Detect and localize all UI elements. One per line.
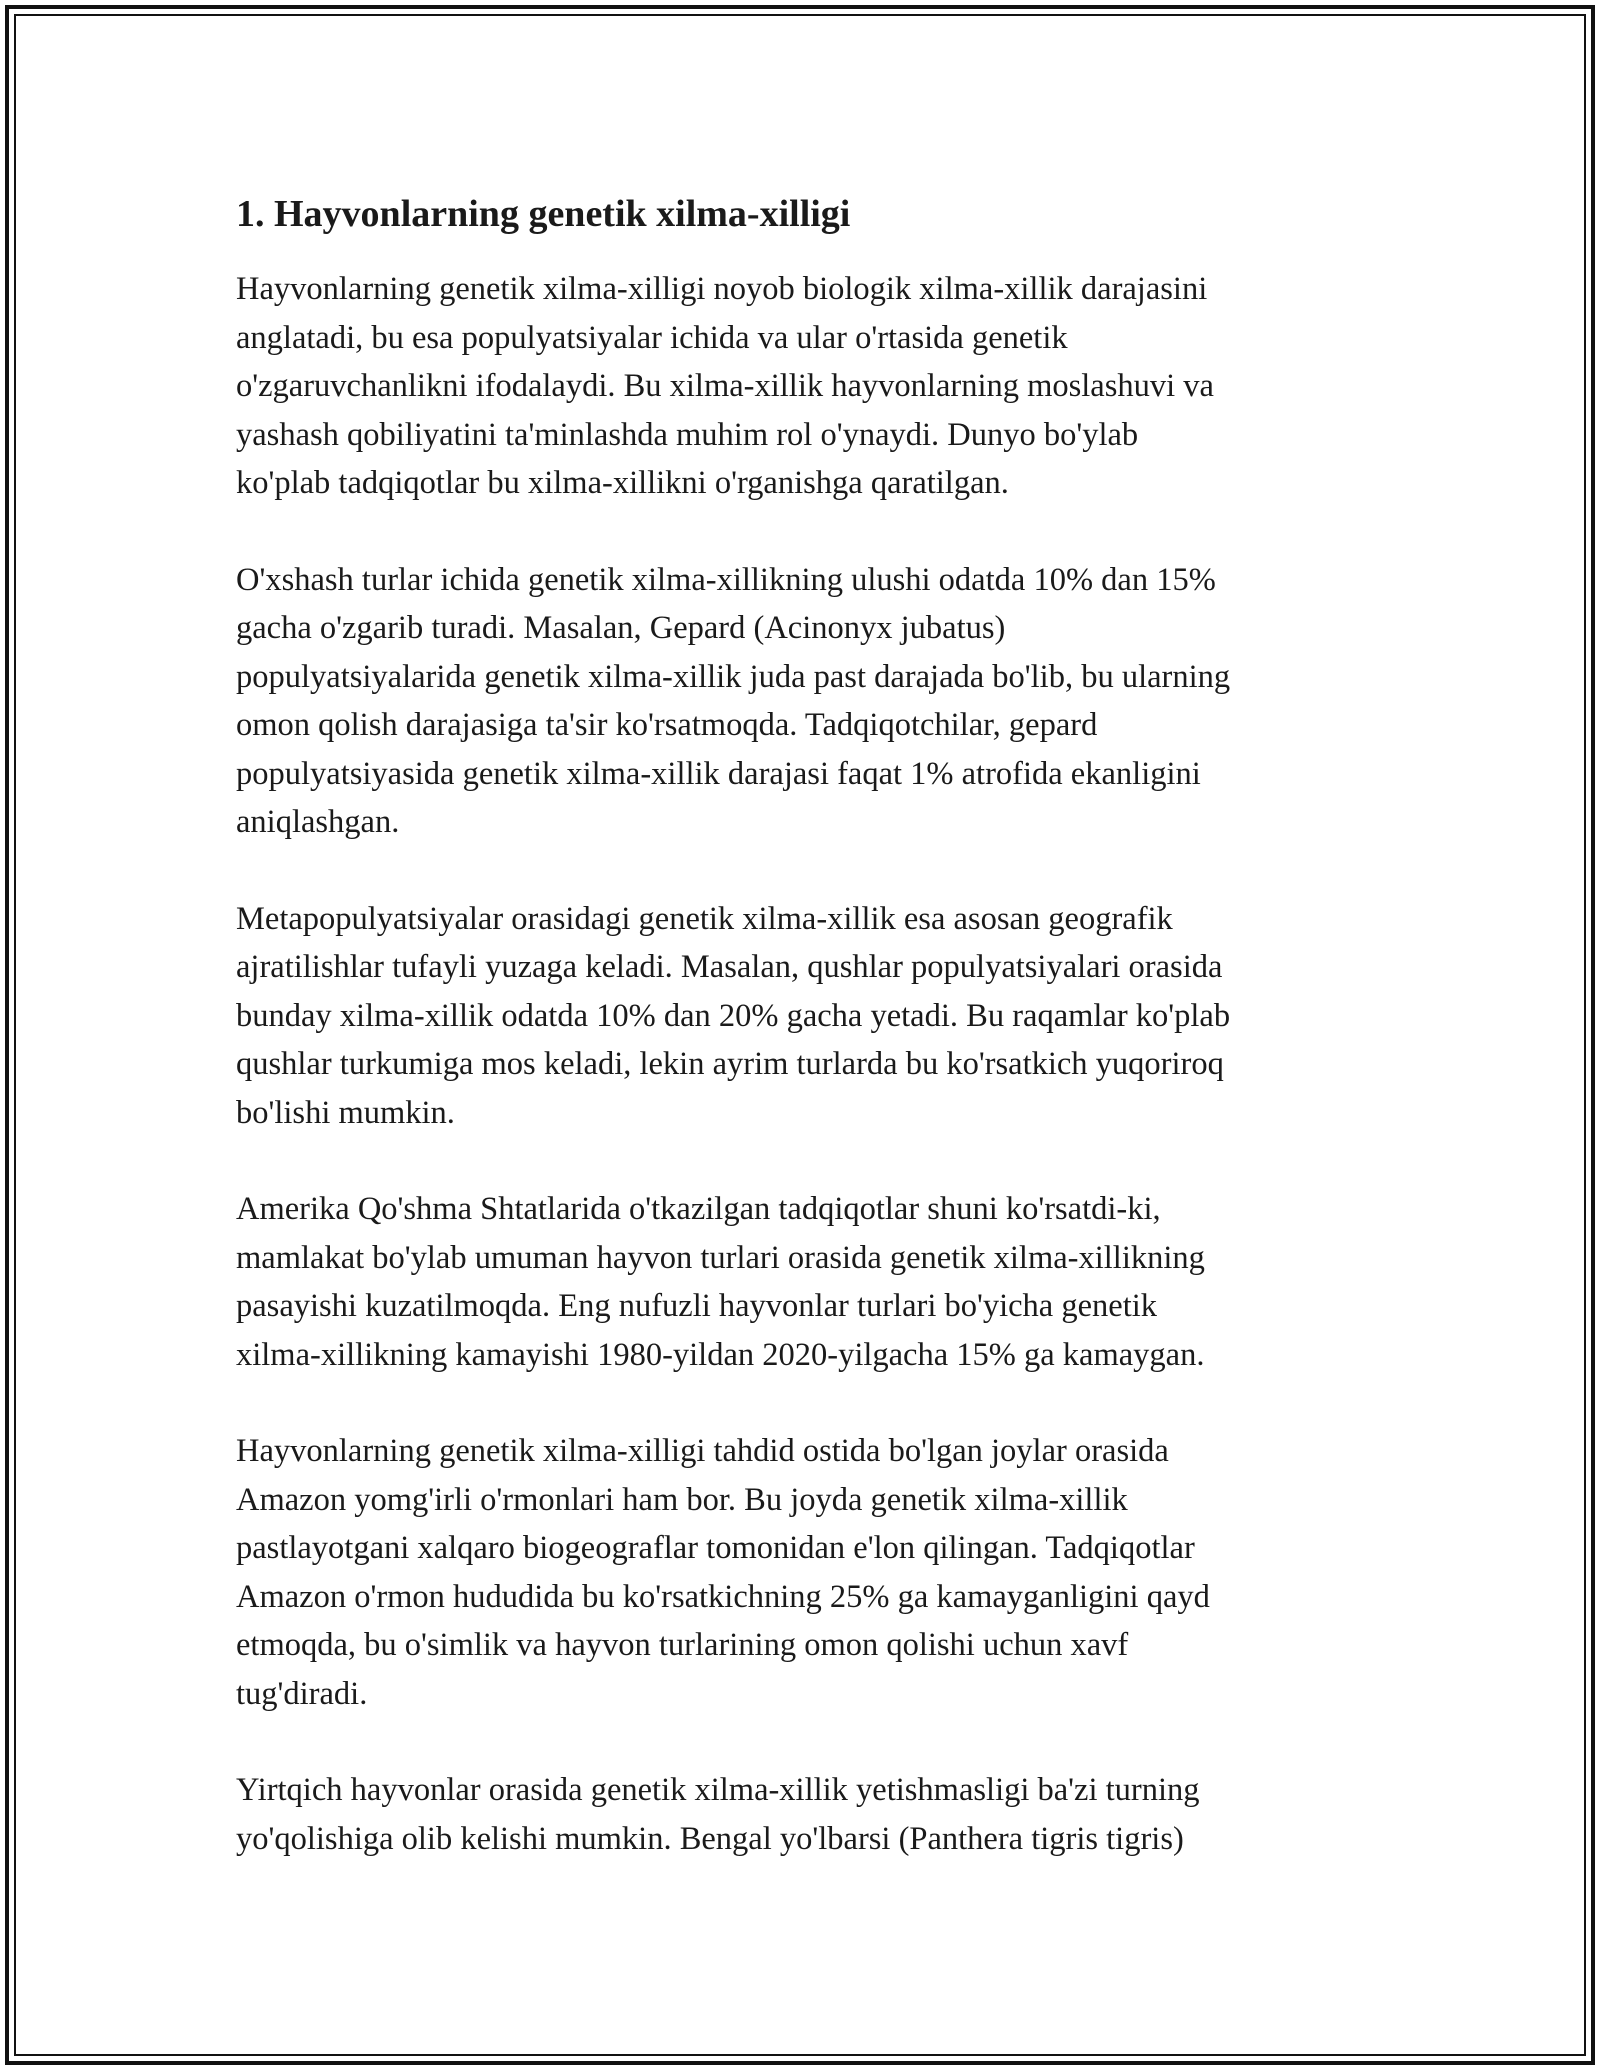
text-line: Metapopulyatsiyalar orasidagi genetik xilma-xillik esa asosan geografik <box>236 900 1173 937</box>
text-line: yashash qobiliyatini ta'minlashda muhim rol o'ynaydi. Dunyo bo'ylab <box>236 416 1139 453</box>
text-line: bo'lishi mumkin. <box>236 1094 455 1131</box>
document-content <box>236 185 1376 1911</box>
text-line: Amerika Qo'shma Shtatlarida o'tkazilgan tadqiqotlar shuni ko'rsatdi-ki, <box>236 1191 1161 1227</box>
text-line: ajratilishlar tufayli yuzaga keladi. Masalan, qushlar populyatsiyalari orasida <box>236 949 1223 985</box>
text-line: Hayvonlarning genetik xilma-xilligi noyob biologik xilma-xillik darajasini <box>236 271 1208 307</box>
text-line: O'xshash turlar ichida genetik xilma-xillikning ulushi odatda 10% dan 15% <box>236 561 1216 598</box>
text-line: Amazon o'rmon hududida bu ko'rsatkichning 25% ga kamayganligini qayd <box>236 1578 1210 1615</box>
text-line: Amazon yomg'irli o'rmonlari ham bor. Bu joyda genetik xilma-xillik <box>236 1481 1128 1518</box>
paragraph-5 <box>236 1427 1376 1718</box>
paragraph-3 <box>236 895 1376 1138</box>
text-line: aniqlashgan. <box>236 804 400 840</box>
paragraph-6 <box>236 1766 1376 1863</box>
text-line: mamlakat bo'ylab umuman hayvon turlari orasida genetik xilma-xillikning <box>236 1239 1205 1276</box>
text-line: yo'qolishiga olib kelishi mumkin. Bengal yo'lbarsi (Panthera tigris tigris) <box>236 1820 1184 1857</box>
text-line: bunday xilma-xillik odatda 10% dan 20% gacha yetadi. Bu raqamlar ko'plab <box>236 997 1231 1034</box>
text-line: xilma-xillikning kamayishi 1980-yildan 2020-yilgacha 15% ga kamaygan. <box>236 1336 1205 1373</box>
text-line: populyatsiyasida genetik xilma-xillik darajasi faqat 1% atrofida ekanligini <box>236 755 1201 792</box>
text-line: pastlayotgani xalqaro biogeograflar tomonidan e'lon qilingan. Tadqiqotlar <box>236 1530 1195 1566</box>
paragraph-4 <box>236 1185 1376 1379</box>
text-line: populyatsiyalarida genetik xilma-xillik juda past darajada bo'lib, bu ularning <box>236 658 1231 695</box>
text-line: ko'plab tadqiqotlar bu xilma-xillikni o'rganishga qaratilgan. <box>236 465 1009 501</box>
text-line: qushlar turkumiga mos keladi, lekin ayrim turlarda bu ko'rsatkich yuqoriroq <box>236 1046 1224 1082</box>
paragraph-2 <box>236 556 1376 847</box>
text-line: omon qolish darajasiga ta'sir ko'rsatmoqda. Tadqiqotchilar, gepard <box>236 707 1098 743</box>
text-line: o'zgaruvchanlikni ifodalaydi. Bu xilma-xillik hayvonlarning moslashuvi va <box>236 368 1214 404</box>
text-line: anglatadi, bu esa populyatsiyalar ichida va ular o'rtasida genetik <box>236 319 1068 356</box>
paragraph-1 <box>236 265 1376 508</box>
text-line: tug'diradi. <box>236 1675 368 1712</box>
section-title: 1. Hayvonlarning genetik xilma-xilligi <box>236 193 851 235</box>
text-line: gacha o'zgarib turadi. Masalan, Gepard (Acinonyx jubatus) <box>236 610 1006 646</box>
text-line: pasayishi kuzatilmoqda. Eng nufuzli hayvonlar turlari bo'yicha genetik <box>236 1288 1158 1324</box>
text-line: etmoqda, bu o'simlik va hayvon turlarining omon qolishi uchun xavf <box>236 1627 1129 1663</box>
text-line: Yirtqich hayvonlar orasida genetik xilma-xillik yetishmasligi ba'zi turning <box>236 1772 1200 1808</box>
text-line: Hayvonlarning genetik xilma-xilligi tahdid ostida bo'lgan joylar orasida <box>236 1433 1169 1469</box>
